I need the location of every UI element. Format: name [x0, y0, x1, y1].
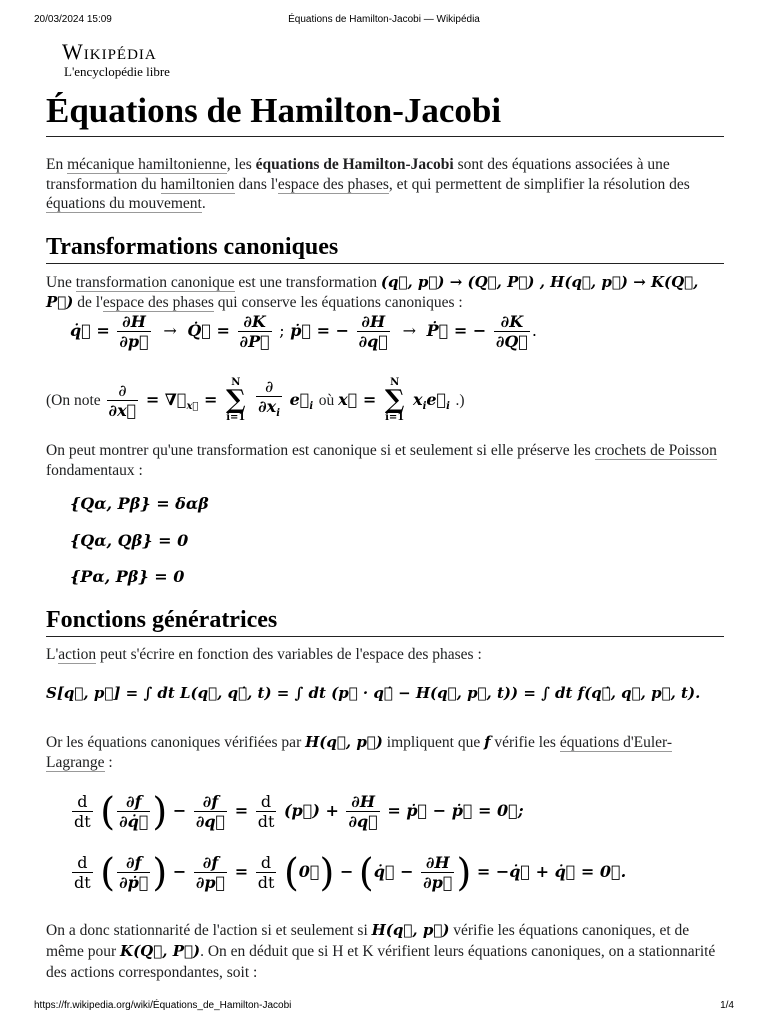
link-mecanique-hamiltonienne[interactable]: mécanique hamiltonienne: [67, 156, 227, 173]
print-header: [34, 14, 734, 28]
math-H: H(q⃗, p⃗): [305, 733, 383, 751]
link-equations-du-mouvement[interactable]: équations du mouvement: [46, 195, 202, 212]
section-heading-transformations: Transformations canoniques: [46, 233, 724, 264]
action-equation: S[q⃗, p⃗] = ∫ dt L(q⃗, q⃗̇, t) = ∫ dt (p⃗ · q⃗̇ − H(q⃗, p⃗, t)) = ∫ dt f(q⃗̇, q⃗, p⃗, t).: [46, 684, 701, 702]
math-K: K(Q⃗, P⃗): [120, 942, 201, 960]
math-f: f: [484, 733, 491, 751]
logo-wordmark: Wikipédia: [62, 39, 157, 64]
nabla-note: (On note $\frac{\partial}{\partial x⃗}$ = $\nabla⃗_{x⃗}$ = N ∑ i=1 $\frac{\partial}{\partial x_i}$ $e⃗_i$ où x⃗ = N ∑ i=1 $x_ie⃗_i$ .): [46, 377, 465, 424]
euler-lagrange-q: $\frac{d}{dt}$ ( $\frac{\partial f}{\partial q̇⃗}$ ) − $\frac{\partial f}{\partial q⃗}$ = $\frac{d}{dt}$ (p⃗) + $\frac{\partial H}{\partial q⃗}$ = ṗ⃗ − ṗ⃗ = 0⃗;: [74, 789, 524, 834]
link-espace-des-phases-2[interactable]: espace des phases: [102, 293, 214, 311]
print-footer: [34, 1000, 734, 1014]
link-euler-lagrange[interactable]: équations d'Euler-Lagrange: [46, 734, 673, 771]
canonical-equations: q̇⃗ = $\frac{\partial H}{\partial p⃗}$ → Q̇⃗ = $\frac{\partial K}{\partial P⃗}$ ; ṗ⃗ = − $\frac{\partial H}{\partial q⃗}$ → Ṗ⃗ = − $\frac{\partial K}{\partial Q⃗}$ .: [70, 312, 538, 351]
page-title: Équations de Hamilton-Jacobi: [46, 84, 724, 137]
link-transformation-canonique[interactable]: transformation canonique: [75, 274, 235, 291]
wikipedia-logo[interactable]: [62, 40, 170, 79]
logo-tagline: L'encyclopédie libre: [64, 64, 170, 79]
link-crochets-de-poisson[interactable]: crochets de Poisson: [594, 442, 717, 459]
math-H-2: H(q⃗, p⃗): [371, 921, 450, 939]
link-hamiltonien[interactable]: hamiltonien: [160, 175, 235, 193]
print-url: https://fr.wikipedia.org/wiki/Équations_de_Hamilton-Jacobi: [34, 1000, 292, 1011]
link-action[interactable]: action: [58, 646, 97, 663]
poisson-bracket-2: {Qα, Qβ} = 0: [70, 531, 189, 550]
link-espace-des-phases[interactable]: espace des phases: [277, 175, 389, 193]
page-number: 1/4: [720, 1000, 734, 1011]
poisson-bracket-3: {Pα, Pβ} = 0: [70, 567, 185, 586]
section1-paragraph1: Une transformation canonique est une transformation (q⃗, p⃗) → (Q⃗, P⃗) , H(q⃗, p⃗) → K(Q⃗, P⃗) de l'espace des phases qui conserve les équations canoniques :: [46, 273, 699, 311]
section1-paragraph2: On peut montrer qu'une transformation est canonique si et seulement si elle préserve les crochets de Poisson fondamentaux :: [46, 442, 717, 479]
section-heading-fonctions: Fonctions génératrices: [46, 606, 724, 637]
section2-paragraph1: L'action peut s'écrire en fonction des variables de l'espace des phases :: [46, 646, 482, 663]
poisson-bracket-1: {Qα, Pβ} = δαβ: [70, 494, 209, 513]
article-content: [46, 84, 724, 137]
math-transformation: (q⃗, p⃗) → (Q⃗, P⃗) , H(q⃗, p⃗) → K(Q⃗, P⃗): [46, 273, 699, 311]
euler-lagrange-p: $\frac{d}{dt}$ ( $\frac{\partial f}{\text{∂ṗ⃗}}$ ) − $\frac{\partial f}{\partial p⃗}$ = $\frac{d}{dt}$ (0⃗) − (q̇⃗ − $\frac{\partial H}{\partial p⃗}$ ) = −q̇⃗ + q̇⃗ = 0⃗.: [74, 850, 627, 895]
intro-paragraph: En mécanique hamiltonienne, les équations de Hamilton-Jacobi sont des équations associées à une transformation du hamiltonien dans l'espace des phases, et qui permettent de simplifier la résolution des équations du mouvement.: [46, 156, 690, 212]
print-title: Équations de Hamilton-Jacobi — Wikipédia: [288, 14, 480, 25]
section2-paragraph3: On a donc stationnarité de l'action si et seulement si H(q⃗, p⃗) vérifie les équations canoniques, et de même pour K(Q⃗, P⃗). On en déduit que si H et K vérifient leurs équations canoniques, on a stationnarité des actions correspondantes, soit :: [46, 921, 716, 981]
bold-term: équations de Hamilton-Jacobi: [255, 156, 454, 173]
print-date: 20/03/2024 15:09: [34, 14, 112, 25]
section2-paragraph2: Or les équations canoniques vérifiées par H(q⃗, p⃗) impliquent que f vérifie les équations d'Euler-Lagrange :: [46, 733, 673, 771]
